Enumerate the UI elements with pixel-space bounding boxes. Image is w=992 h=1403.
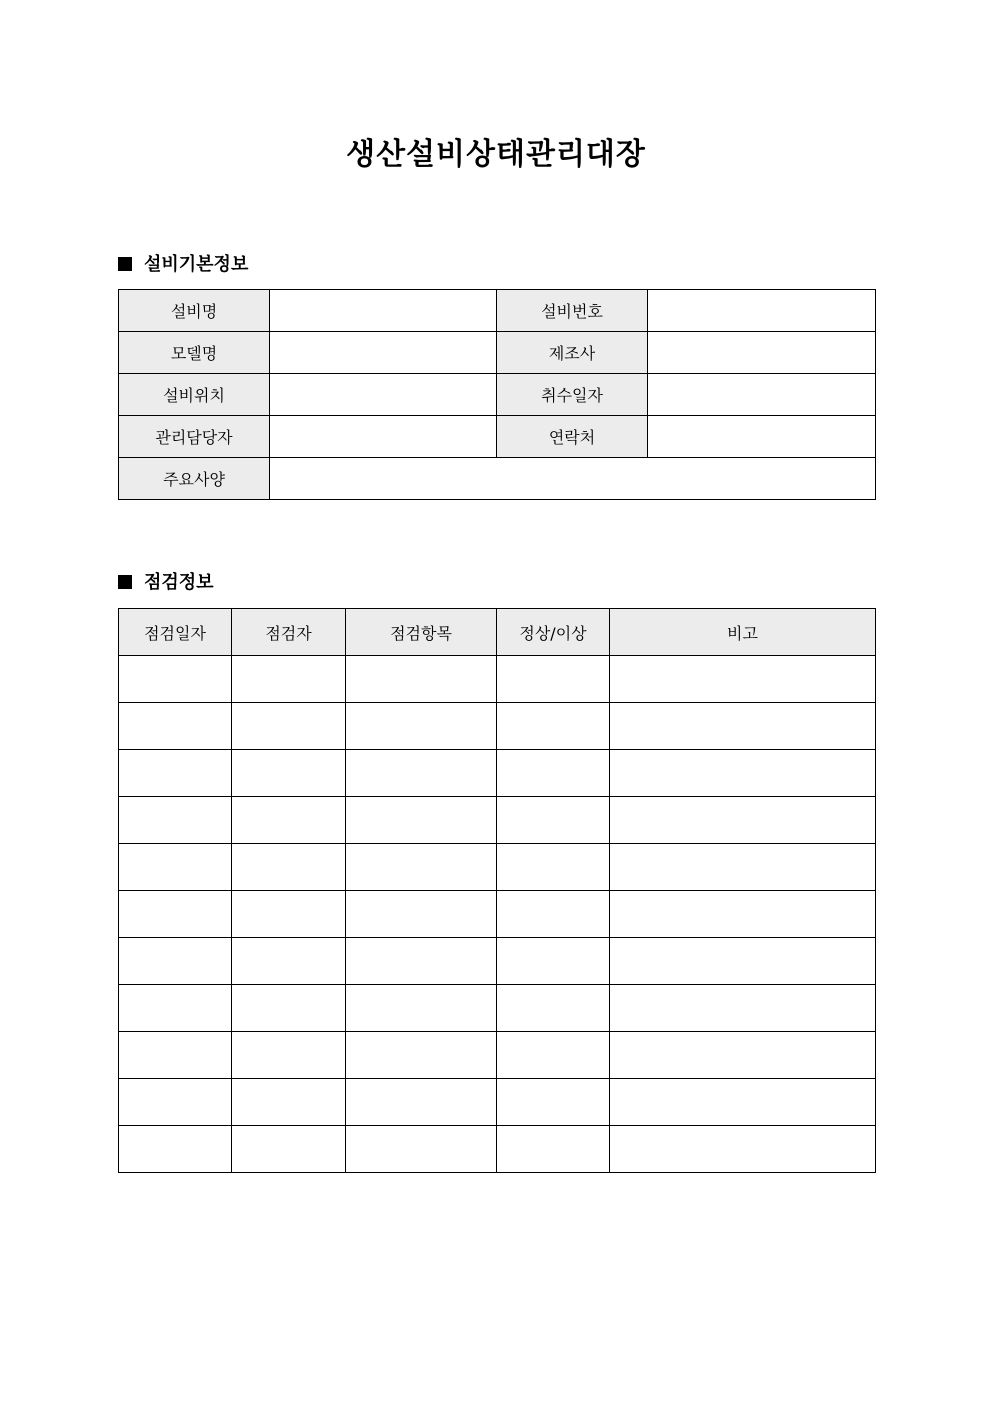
normal-abnormal-cell[interactable] <box>497 656 610 703</box>
table-row <box>119 797 876 844</box>
normal-abnormal-cell[interactable] <box>497 1032 610 1079</box>
equipment-number-field[interactable] <box>648 290 876 332</box>
inspection-heading-text: 점검정보 <box>144 572 214 593</box>
inspection-item-cell[interactable] <box>346 891 497 938</box>
remarks-cell[interactable] <box>610 1079 876 1126</box>
column-header-normal-abnormal: 정상/이상 <box>497 609 610 656</box>
inspector-cell[interactable] <box>232 656 346 703</box>
main-specs-field[interactable] <box>270 458 876 500</box>
normal-abnormal-cell[interactable] <box>497 797 610 844</box>
normal-abnormal-cell[interactable] <box>497 750 610 797</box>
table-row <box>119 891 876 938</box>
inspector-cell[interactable] <box>232 703 346 750</box>
inspection-date-cell[interactable] <box>119 844 232 891</box>
square-bullet-icon <box>118 257 132 271</box>
inspector-cell[interactable] <box>232 844 346 891</box>
inspector-cell[interactable] <box>232 985 346 1032</box>
table-row <box>119 1032 876 1079</box>
table-row <box>119 938 876 985</box>
inspection-item-cell[interactable] <box>346 1126 497 1173</box>
manufacturer-label: 제조사 <box>497 332 648 374</box>
inspection-item-cell[interactable] <box>346 703 497 750</box>
inspection-date-cell[interactable] <box>119 750 232 797</box>
column-header-inspection-date: 점검일자 <box>119 609 232 656</box>
remarks-cell[interactable] <box>610 891 876 938</box>
table-row <box>119 1126 876 1173</box>
inspection-item-cell[interactable] <box>346 656 497 703</box>
remarks-cell[interactable] <box>610 703 876 750</box>
normal-abnormal-cell[interactable] <box>497 1126 610 1173</box>
inspection-date-cell[interactable] <box>119 656 232 703</box>
inspection-date-cell[interactable] <box>119 1079 232 1126</box>
table-row <box>119 290 876 332</box>
table-row <box>119 458 876 500</box>
remarks-cell[interactable] <box>610 656 876 703</box>
remarks-cell[interactable] <box>610 797 876 844</box>
basic-info-table <box>118 289 876 500</box>
table-row <box>119 985 876 1032</box>
table-row <box>119 656 876 703</box>
inspector-cell[interactable] <box>232 938 346 985</box>
table-row <box>119 416 876 458</box>
table-row <box>119 844 876 891</box>
location-label: 설비위치 <box>119 374 270 416</box>
inspector-cell[interactable] <box>232 1032 346 1079</box>
inspection-date-cell[interactable] <box>119 938 232 985</box>
normal-abnormal-cell[interactable] <box>497 844 610 891</box>
location-field[interactable] <box>270 374 497 416</box>
model-name-field[interactable] <box>270 332 497 374</box>
equipment-number-label: 설비번호 <box>497 290 648 332</box>
basic-info-heading-text: 설비기본정보 <box>144 254 249 275</box>
remarks-cell[interactable] <box>610 985 876 1032</box>
acquisition-date-field[interactable] <box>648 374 876 416</box>
inspection-item-cell[interactable] <box>346 797 497 844</box>
main-specs-label: 주요사양 <box>119 458 270 500</box>
inspection-date-cell[interactable] <box>119 703 232 750</box>
column-header-inspector: 점검자 <box>232 609 346 656</box>
remarks-cell[interactable] <box>610 1126 876 1173</box>
inspection-date-cell[interactable] <box>119 891 232 938</box>
inspection-table <box>118 608 876 1173</box>
table-row <box>119 374 876 416</box>
equipment-name-label: 설비명 <box>119 290 270 332</box>
inspector-cell[interactable] <box>232 1079 346 1126</box>
remarks-cell[interactable] <box>610 750 876 797</box>
inspection-item-cell[interactable] <box>346 1032 497 1079</box>
inspection-date-cell[interactable] <box>119 797 232 844</box>
table-header-row <box>119 609 876 656</box>
inspection-date-cell[interactable] <box>119 985 232 1032</box>
inspection-item-cell[interactable] <box>346 938 497 985</box>
contact-label: 연락처 <box>497 416 648 458</box>
inspector-cell[interactable] <box>232 750 346 797</box>
table-row <box>119 750 876 797</box>
normal-abnormal-cell[interactable] <box>497 1079 610 1126</box>
column-header-inspection-item: 점검항목 <box>346 609 497 656</box>
remarks-cell[interactable] <box>610 938 876 985</box>
inspection-heading <box>118 570 214 596</box>
inspector-cell[interactable] <box>232 891 346 938</box>
equipment-name-field[interactable] <box>270 290 497 332</box>
manufacturer-field[interactable] <box>648 332 876 374</box>
table-row <box>119 703 876 750</box>
inspection-date-cell[interactable] <box>119 1032 232 1079</box>
table-row <box>119 1079 876 1126</box>
square-bullet-icon <box>118 575 132 589</box>
normal-abnormal-cell[interactable] <box>497 703 610 750</box>
manager-label: 관리담당자 <box>119 416 270 458</box>
column-header-remarks: 비고 <box>610 609 876 656</box>
inspector-cell[interactable] <box>232 1126 346 1173</box>
basic-info-heading <box>118 252 248 278</box>
normal-abnormal-cell[interactable] <box>497 985 610 1032</box>
manager-field[interactable] <box>270 416 497 458</box>
contact-field[interactable] <box>648 416 876 458</box>
table-row <box>119 332 876 374</box>
inspection-item-cell[interactable] <box>346 1079 497 1126</box>
normal-abnormal-cell[interactable] <box>497 938 610 985</box>
inspection-item-cell[interactable] <box>346 750 497 797</box>
acquisition-date-label: 취수일자 <box>497 374 648 416</box>
remarks-cell[interactable] <box>610 1032 876 1079</box>
model-name-label: 모델명 <box>119 332 270 374</box>
inspector-cell[interactable] <box>232 797 346 844</box>
inspection-item-cell[interactable] <box>346 844 497 891</box>
inspection-date-cell[interactable] <box>119 1126 232 1173</box>
normal-abnormal-cell[interactable] <box>497 891 610 938</box>
inspection-item-cell[interactable] <box>346 985 497 1032</box>
remarks-cell[interactable] <box>610 844 876 891</box>
page-title: 생산설비상태관리대장 <box>346 137 646 172</box>
